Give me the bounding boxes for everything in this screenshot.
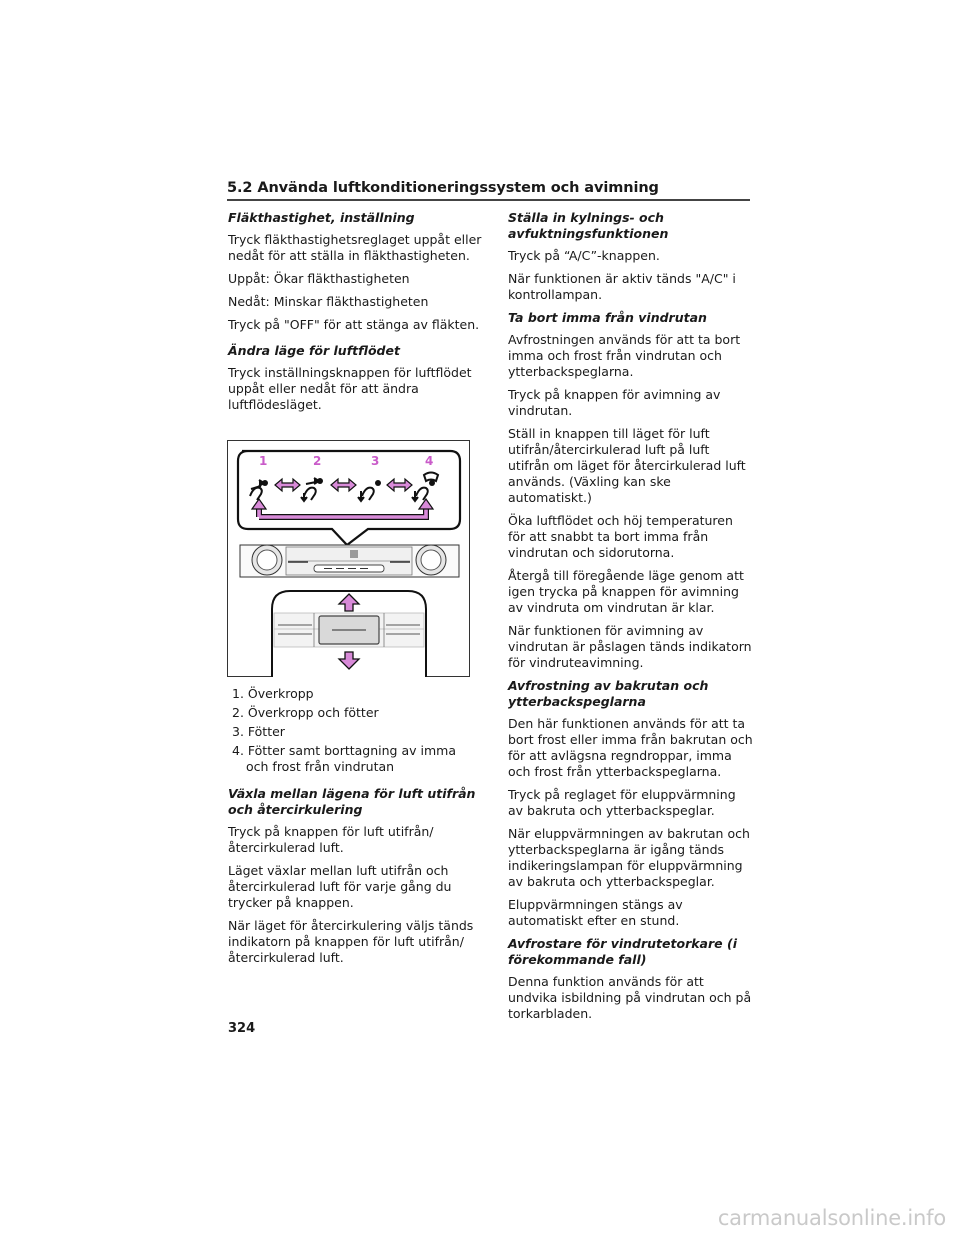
- paragraph: När eluppvärmningen av bakrutan och ytterbackspeglarna är igång tänds indikeringslampan för eluppvärmning av bakruta och ytterbackspeglar.: [508, 826, 750, 889]
- list-item: 2. Överkropp och fötter: [232, 705, 379, 720]
- paragraph: Uppåt: Ökar fläkthastigheten: [228, 271, 410, 286]
- list-item: 3. Fötter: [232, 724, 285, 739]
- paragraph: Tryck på “A/C”-knappen.: [508, 248, 660, 263]
- paragraph: När funktionen för avimning av vindrutan är påslagen tänds indikatorn för vindruteavimning.: [508, 623, 752, 670]
- heading-fan-speed: Fläkthastighet, inställning: [228, 210, 415, 225]
- list-item: 1. Överkropp: [232, 686, 314, 701]
- paragraph: Läget växlar mellan luft utifrån och återcirkulerad luft för varje gång du trycker på knappen.: [228, 863, 452, 910]
- paragraph: Denna funktion används för att undvika isbildning på vindrutan och på torkarbladen.: [508, 974, 752, 1021]
- page-number: 324: [228, 1021, 256, 1036]
- paragraph: När funktionen är aktiv tänds "A/C" i kontrollampan.: [508, 271, 736, 302]
- heading-rear-defrost: Avfrostning av bakrutan och ytterbackspeglarna: [508, 678, 709, 709]
- paragraph: När läget för återcirkulering väljs tänds indikatorn på knappen för luft utifrån/återcirkulerad luft.: [228, 918, 474, 965]
- mode-number-1: 1: [259, 454, 268, 468]
- paragraph: Öka luftflödet och höj temperaturen för att snabbt ta bort imma från vindrutan och sidorutorna.: [508, 513, 733, 560]
- right-column: [508, 210, 753, 1029]
- paragraph: Tryck inställningsknappen för luftflödet uppåt eller nedåt för att ändra luftflödesläget.: [228, 365, 472, 412]
- paragraph: Den här funktionen används för att ta bort frost eller imma från bakrutan och för att avlägsna regndroppar, imma och frost från ytterbackspeglarna.: [508, 716, 753, 779]
- heading-airflow-mode: Ändra läge för luftflödet: [228, 343, 400, 358]
- paragraph: Tryck på reglaget för eluppvärmning av bakruta och ytterbackspeglar.: [508, 787, 736, 818]
- paragraph: Återgå till föregående läge genom att igen trycka på knappen för avimning av vindruta om vindrutan är klar.: [508, 568, 744, 615]
- paragraph: Tryck på knappen för luft utifrån/återcirkulerad luft.: [228, 824, 434, 855]
- heading-recirculation: Växla mellan lägena för luft utifrån och återcirkulering: [228, 786, 476, 817]
- climate-control-panel: [240, 545, 459, 577]
- paragraph: Nedåt: Minskar fläkthastigheten: [228, 294, 429, 309]
- paragraph: Ställ in knappen till läget för luft utifrån/återcirkulerad luft på luft utifrån om läget för återcirkulerad luft används. (Växling kan ske automatiskt.): [508, 426, 746, 505]
- paragraph: Eluppvärmningen stängs av automatiskt efter en stund.: [508, 897, 683, 928]
- list-item: 4. Fötter samt borttagning av imma och frost från vindrutan: [232, 743, 456, 774]
- mode-number-3: 3: [371, 454, 380, 468]
- airflow-illustration: [228, 441, 471, 678]
- paragraph: Tryck fläkthastighetsreglaget uppåt eller nedåt för att ställa in fläkthastigheten.: [228, 232, 482, 263]
- heading-cooling: Ställa in kylnings- och avfuktningsfunktionen: [508, 210, 669, 241]
- mode-number-4: 4: [425, 454, 434, 468]
- left-column: [228, 210, 488, 420]
- paragraph: Tryck på "OFF" för att stänga av fläkten.: [228, 317, 480, 332]
- paragraph: Tryck på knappen för avimning av vindrutan.: [508, 387, 721, 418]
- section-title: 5.2 Använda luftkonditioneringssystem och avimning: [227, 180, 659, 196]
- mode-number-2: 2: [313, 454, 322, 468]
- section-header: [227, 180, 750, 202]
- watermark: carmanualsonline.info: [717, 1206, 946, 1230]
- airflow-mode-figure: [227, 440, 470, 677]
- header-rule: [227, 199, 750, 201]
- paragraph: Avfrostningen används för att ta bort imma och frost från vindrutan och ytterbackspeglarna.: [508, 332, 741, 379]
- heading-wiper-deicer: Avfrostare för vindrutetorkare (i förekommande fall): [508, 936, 737, 967]
- left-column-lower: [228, 786, 483, 973]
- heading-defog-windshield: Ta bort imma från vindrutan: [508, 310, 707, 325]
- mode-list: [232, 686, 472, 778]
